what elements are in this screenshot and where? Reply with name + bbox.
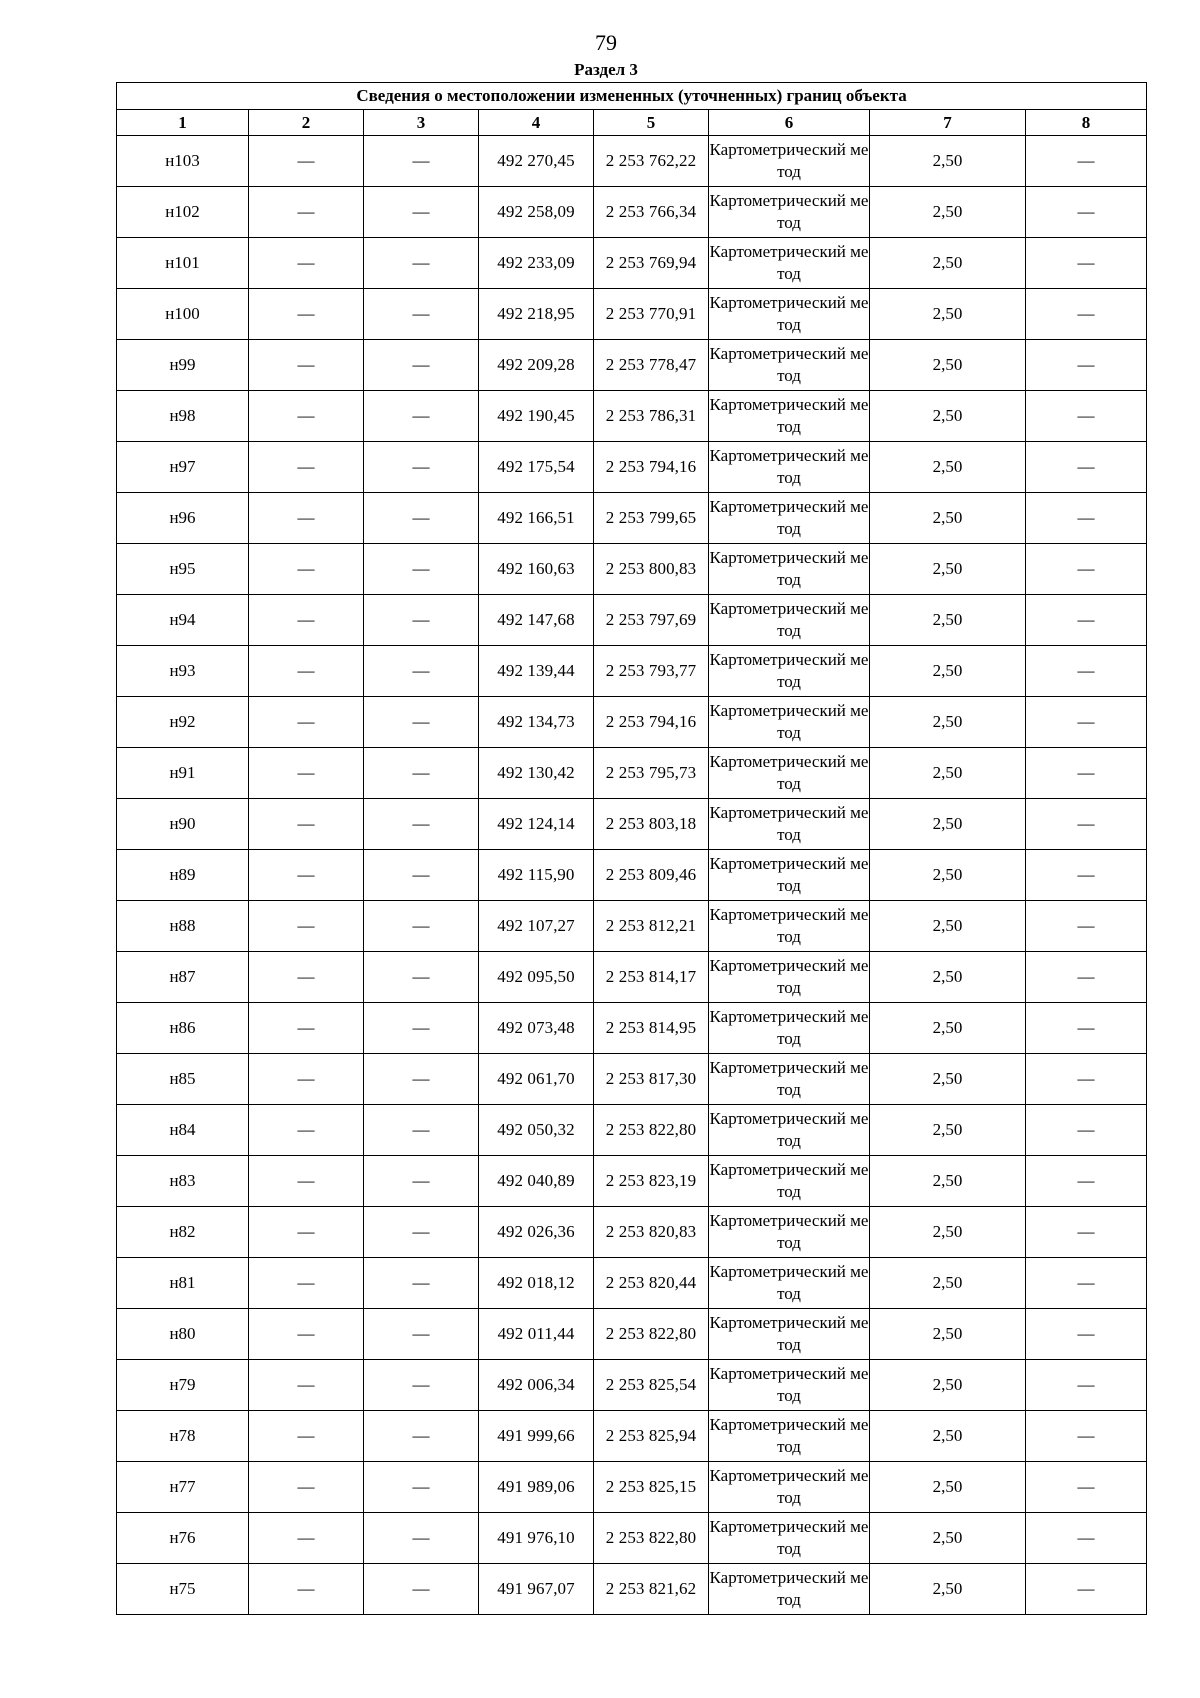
table-row: [117, 1513, 1147, 1564]
empty-dash-cell: —: [364, 1105, 479, 1156]
x-coordinate-cell: 492 040,89: [479, 1156, 594, 1207]
method-cell: Картометрический метод: [709, 646, 870, 697]
method-cell: Картометрический метод: [709, 952, 870, 1003]
point-number-cell: н98: [117, 391, 249, 442]
method-cell: Картометрический метод: [709, 1564, 870, 1615]
empty-dash-cell: —: [364, 952, 479, 1003]
y-coordinate-cell: 2 253 825,94: [594, 1411, 709, 1462]
point-number-cell: н93: [117, 646, 249, 697]
point-number-cell: н91: [117, 748, 249, 799]
empty-dash-cell: —: [364, 1258, 479, 1309]
table-row: [117, 1003, 1147, 1054]
column-number: 2: [249, 110, 364, 136]
method-cell: Картометрический метод: [709, 391, 870, 442]
precision-cell: 2,50: [870, 1411, 1026, 1462]
x-coordinate-cell: 491 976,10: [479, 1513, 594, 1564]
y-coordinate-cell: 2 253 812,21: [594, 901, 709, 952]
empty-dash-cell: —: [249, 493, 364, 544]
point-number-cell: н100: [117, 289, 249, 340]
table-body: [117, 136, 1147, 1615]
empty-dash-cell: —: [364, 748, 479, 799]
point-number-cell: н94: [117, 595, 249, 646]
y-coordinate-cell: 2 253 822,80: [594, 1105, 709, 1156]
method-cell: Картометрический метод: [709, 1462, 870, 1513]
empty-dash-cell: —: [1026, 1462, 1147, 1513]
empty-dash-cell: —: [1026, 1564, 1147, 1615]
y-coordinate-cell: 2 253 769,94: [594, 238, 709, 289]
empty-dash-cell: —: [249, 340, 364, 391]
table-row: [117, 850, 1147, 901]
x-coordinate-cell: 492 026,36: [479, 1207, 594, 1258]
precision-cell: 2,50: [870, 187, 1026, 238]
y-coordinate-cell: 2 253 795,73: [594, 748, 709, 799]
precision-cell: 2,50: [870, 952, 1026, 1003]
column-number-row: [117, 110, 1147, 136]
precision-cell: 2,50: [870, 289, 1026, 340]
point-number-cell: н79: [117, 1360, 249, 1411]
empty-dash-cell: —: [1026, 1054, 1147, 1105]
y-coordinate-cell: 2 253 820,44: [594, 1258, 709, 1309]
table-row: [117, 340, 1147, 391]
table-row: [117, 1411, 1147, 1462]
x-coordinate-cell: 492 011,44: [479, 1309, 594, 1360]
method-cell: Картометрический метод: [709, 136, 870, 187]
point-number-cell: н85: [117, 1054, 249, 1105]
empty-dash-cell: —: [249, 289, 364, 340]
empty-dash-cell: —: [1026, 187, 1147, 238]
table-row: [117, 1156, 1147, 1207]
x-coordinate-cell: 492 258,09: [479, 187, 594, 238]
empty-dash-cell: —: [364, 136, 479, 187]
method-cell: Картометрический метод: [709, 1360, 870, 1411]
method-cell: Картометрический метод: [709, 595, 870, 646]
precision-cell: 2,50: [870, 799, 1026, 850]
empty-dash-cell: —: [249, 187, 364, 238]
column-number: 7: [870, 110, 1026, 136]
x-coordinate-cell: 492 218,95: [479, 289, 594, 340]
empty-dash-cell: —: [364, 289, 479, 340]
method-cell: Картометрический метод: [709, 1513, 870, 1564]
empty-dash-cell: —: [249, 646, 364, 697]
column-number: 1: [117, 110, 249, 136]
x-coordinate-cell: 492 175,54: [479, 442, 594, 493]
point-number-cell: н87: [117, 952, 249, 1003]
table-row: [117, 748, 1147, 799]
page-number: 79: [595, 30, 617, 55]
table-row: [117, 799, 1147, 850]
empty-dash-cell: —: [364, 340, 479, 391]
y-coordinate-cell: 2 253 794,16: [594, 442, 709, 493]
empty-dash-cell: —: [249, 799, 364, 850]
x-coordinate-cell: 491 989,06: [479, 1462, 594, 1513]
table-row: [117, 544, 1147, 595]
precision-cell: 2,50: [870, 1054, 1026, 1105]
precision-cell: 2,50: [870, 340, 1026, 391]
coordinates-table: [116, 82, 1147, 1615]
empty-dash-cell: —: [1026, 1207, 1147, 1258]
precision-cell: 2,50: [870, 1156, 1026, 1207]
empty-dash-cell: —: [249, 1513, 364, 1564]
table-row: [117, 493, 1147, 544]
empty-dash-cell: —: [364, 1411, 479, 1462]
empty-dash-cell: —: [1026, 595, 1147, 646]
y-coordinate-cell: 2 253 823,19: [594, 1156, 709, 1207]
precision-cell: 2,50: [870, 901, 1026, 952]
method-cell: Картометрический метод: [709, 1105, 870, 1156]
empty-dash-cell: —: [1026, 340, 1147, 391]
y-coordinate-cell: 2 253 766,34: [594, 187, 709, 238]
method-cell: Картометрический метод: [709, 1309, 870, 1360]
point-number-cell: н101: [117, 238, 249, 289]
point-number-cell: н99: [117, 340, 249, 391]
empty-dash-cell: —: [364, 442, 479, 493]
empty-dash-cell: —: [249, 391, 364, 442]
empty-dash-cell: —: [249, 238, 364, 289]
point-number-cell: н82: [117, 1207, 249, 1258]
x-coordinate-cell: 492 160,63: [479, 544, 594, 595]
y-coordinate-cell: 2 253 778,47: [594, 340, 709, 391]
empty-dash-cell: —: [1026, 1156, 1147, 1207]
point-number-cell: н89: [117, 850, 249, 901]
method-cell: Картометрический метод: [709, 850, 870, 901]
empty-dash-cell: —: [249, 1258, 364, 1309]
precision-cell: 2,50: [870, 136, 1026, 187]
empty-dash-cell: —: [364, 799, 479, 850]
point-number-cell: н86: [117, 1003, 249, 1054]
table-row: [117, 595, 1147, 646]
column-number: 8: [1026, 110, 1147, 136]
x-coordinate-cell: 492 209,28: [479, 340, 594, 391]
point-number-cell: н103: [117, 136, 249, 187]
x-coordinate-cell: 492 134,73: [479, 697, 594, 748]
point-number-cell: н88: [117, 901, 249, 952]
table-row: [117, 136, 1147, 187]
empty-dash-cell: —: [1026, 289, 1147, 340]
x-coordinate-cell: 492 095,50: [479, 952, 594, 1003]
y-coordinate-cell: 2 253 803,18: [594, 799, 709, 850]
empty-dash-cell: —: [249, 442, 364, 493]
empty-dash-cell: —: [1026, 442, 1147, 493]
column-number: 6: [709, 110, 870, 136]
point-number-cell: н80: [117, 1309, 249, 1360]
empty-dash-cell: —: [249, 850, 364, 901]
table-row: [117, 1054, 1147, 1105]
method-cell: Картометрический метод: [709, 544, 870, 595]
empty-dash-cell: —: [1026, 1360, 1147, 1411]
x-coordinate-cell: 492 061,70: [479, 1054, 594, 1105]
column-number: 5: [594, 110, 709, 136]
precision-cell: 2,50: [870, 850, 1026, 901]
empty-dash-cell: —: [364, 850, 479, 901]
empty-dash-cell: —: [364, 1207, 479, 1258]
y-coordinate-cell: 2 253 825,54: [594, 1360, 709, 1411]
table-row: [117, 901, 1147, 952]
y-coordinate-cell: 2 253 799,65: [594, 493, 709, 544]
table-caption: Сведения о местоположении измененных (уточненных) границ объекта: [117, 83, 1147, 110]
table-row: [117, 391, 1147, 442]
point-number-cell: н77: [117, 1462, 249, 1513]
empty-dash-cell: —: [1026, 1309, 1147, 1360]
method-cell: Картометрический метод: [709, 442, 870, 493]
table-row: [117, 1105, 1147, 1156]
y-coordinate-cell: 2 253 794,16: [594, 697, 709, 748]
empty-dash-cell: —: [1026, 136, 1147, 187]
table-row: [117, 1207, 1147, 1258]
method-cell: Картометрический метод: [709, 901, 870, 952]
y-coordinate-cell: 2 253 814,17: [594, 952, 709, 1003]
method-cell: Картометрический метод: [709, 1207, 870, 1258]
empty-dash-cell: —: [1026, 544, 1147, 595]
table-row: [117, 697, 1147, 748]
empty-dash-cell: —: [1026, 391, 1147, 442]
empty-dash-cell: —: [249, 1309, 364, 1360]
empty-dash-cell: —: [249, 901, 364, 952]
table-row: [117, 1564, 1147, 1615]
empty-dash-cell: —: [1026, 1003, 1147, 1054]
precision-cell: 2,50: [870, 1003, 1026, 1054]
method-cell: Картометрический метод: [709, 340, 870, 391]
table-row: [117, 187, 1147, 238]
empty-dash-cell: —: [249, 1003, 364, 1054]
precision-cell: 2,50: [870, 442, 1026, 493]
x-coordinate-cell: 492 124,14: [479, 799, 594, 850]
precision-cell: 2,50: [870, 544, 1026, 595]
empty-dash-cell: —: [364, 697, 479, 748]
y-coordinate-cell: 2 253 825,15: [594, 1462, 709, 1513]
precision-cell: 2,50: [870, 1207, 1026, 1258]
empty-dash-cell: —: [249, 1462, 364, 1513]
empty-dash-cell: —: [249, 1054, 364, 1105]
empty-dash-cell: —: [364, 544, 479, 595]
x-coordinate-cell: 492 147,68: [479, 595, 594, 646]
empty-dash-cell: —: [364, 493, 479, 544]
x-coordinate-cell: 491 967,07: [479, 1564, 594, 1615]
empty-dash-cell: —: [364, 1462, 479, 1513]
empty-dash-cell: —: [364, 1360, 479, 1411]
method-cell: Картометрический метод: [709, 799, 870, 850]
x-coordinate-cell: 492 270,45: [479, 136, 594, 187]
empty-dash-cell: —: [249, 595, 364, 646]
empty-dash-cell: —: [249, 697, 364, 748]
empty-dash-cell: —: [249, 1105, 364, 1156]
empty-dash-cell: —: [364, 1513, 479, 1564]
precision-cell: 2,50: [870, 646, 1026, 697]
method-cell: Картометрический метод: [709, 1411, 870, 1462]
x-coordinate-cell: 492 115,90: [479, 850, 594, 901]
empty-dash-cell: —: [249, 1207, 364, 1258]
empty-dash-cell: —: [364, 1564, 479, 1615]
empty-dash-cell: —: [364, 646, 479, 697]
point-number-cell: н95: [117, 544, 249, 595]
point-number-cell: н92: [117, 697, 249, 748]
precision-cell: 2,50: [870, 1105, 1026, 1156]
empty-dash-cell: —: [364, 391, 479, 442]
empty-dash-cell: —: [364, 901, 479, 952]
x-coordinate-cell: 492 130,42: [479, 748, 594, 799]
point-number-cell: н78: [117, 1411, 249, 1462]
method-cell: Картометрический метод: [709, 1054, 870, 1105]
point-number-cell: н81: [117, 1258, 249, 1309]
precision-cell: 2,50: [870, 238, 1026, 289]
empty-dash-cell: —: [1026, 748, 1147, 799]
x-coordinate-cell: 492 050,32: [479, 1105, 594, 1156]
section-title: Раздел 3: [574, 60, 638, 79]
precision-cell: 2,50: [870, 1564, 1026, 1615]
table-row: [117, 289, 1147, 340]
empty-dash-cell: —: [364, 238, 479, 289]
empty-dash-cell: —: [249, 1360, 364, 1411]
y-coordinate-cell: 2 253 800,83: [594, 544, 709, 595]
empty-dash-cell: —: [1026, 646, 1147, 697]
table-row: [117, 1258, 1147, 1309]
precision-cell: 2,50: [870, 748, 1026, 799]
point-number-cell: н90: [117, 799, 249, 850]
empty-dash-cell: —: [1026, 697, 1147, 748]
empty-dash-cell: —: [249, 1156, 364, 1207]
method-cell: Картометрический метод: [709, 1003, 870, 1054]
point-number-cell: н75: [117, 1564, 249, 1615]
empty-dash-cell: —: [1026, 493, 1147, 544]
empty-dash-cell: —: [364, 1054, 479, 1105]
table-row: [117, 952, 1147, 1003]
y-coordinate-cell: 2 253 786,31: [594, 391, 709, 442]
precision-cell: 2,50: [870, 391, 1026, 442]
empty-dash-cell: —: [364, 1156, 479, 1207]
empty-dash-cell: —: [249, 748, 364, 799]
empty-dash-cell: —: [1026, 850, 1147, 901]
empty-dash-cell: —: [1026, 238, 1147, 289]
x-coordinate-cell: 492 139,44: [479, 646, 594, 697]
y-coordinate-cell: 2 253 762,22: [594, 136, 709, 187]
empty-dash-cell: —: [1026, 799, 1147, 850]
x-coordinate-cell: 492 166,51: [479, 493, 594, 544]
y-coordinate-cell: 2 253 821,62: [594, 1564, 709, 1615]
method-cell: Картометрический метод: [709, 493, 870, 544]
precision-cell: 2,50: [870, 493, 1026, 544]
table-row: [117, 238, 1147, 289]
column-number: 3: [364, 110, 479, 136]
y-coordinate-cell: 2 253 770,91: [594, 289, 709, 340]
x-coordinate-cell: 492 233,09: [479, 238, 594, 289]
precision-cell: 2,50: [870, 1360, 1026, 1411]
empty-dash-cell: —: [249, 136, 364, 187]
column-number: 4: [479, 110, 594, 136]
method-cell: Картометрический метод: [709, 1156, 870, 1207]
method-cell: Картометрический метод: [709, 238, 870, 289]
point-number-cell: н83: [117, 1156, 249, 1207]
x-coordinate-cell: 492 190,45: [479, 391, 594, 442]
empty-dash-cell: —: [1026, 1513, 1147, 1564]
y-coordinate-cell: 2 253 793,77: [594, 646, 709, 697]
x-coordinate-cell: 491 999,66: [479, 1411, 594, 1462]
y-coordinate-cell: 2 253 822,80: [594, 1309, 709, 1360]
table-row: [117, 442, 1147, 493]
point-number-cell: н76: [117, 1513, 249, 1564]
method-cell: Картометрический метод: [709, 187, 870, 238]
point-number-cell: н97: [117, 442, 249, 493]
y-coordinate-cell: 2 253 814,95: [594, 1003, 709, 1054]
precision-cell: 2,50: [870, 697, 1026, 748]
precision-cell: 2,50: [870, 1309, 1026, 1360]
empty-dash-cell: —: [364, 595, 479, 646]
empty-dash-cell: —: [249, 1411, 364, 1462]
y-coordinate-cell: 2 253 820,83: [594, 1207, 709, 1258]
y-coordinate-cell: 2 253 817,30: [594, 1054, 709, 1105]
method-cell: Картометрический метод: [709, 289, 870, 340]
point-number-cell: н102: [117, 187, 249, 238]
method-cell: Картометрический метод: [709, 697, 870, 748]
empty-dash-cell: —: [1026, 1411, 1147, 1462]
empty-dash-cell: —: [364, 187, 479, 238]
table-row: [117, 1360, 1147, 1411]
empty-dash-cell: —: [364, 1309, 479, 1360]
precision-cell: 2,50: [870, 595, 1026, 646]
y-coordinate-cell: 2 253 797,69: [594, 595, 709, 646]
y-coordinate-cell: 2 253 809,46: [594, 850, 709, 901]
point-number-cell: н84: [117, 1105, 249, 1156]
precision-cell: 2,50: [870, 1258, 1026, 1309]
empty-dash-cell: —: [249, 952, 364, 1003]
y-coordinate-cell: 2 253 822,80: [594, 1513, 709, 1564]
x-coordinate-cell: 492 073,48: [479, 1003, 594, 1054]
precision-cell: 2,50: [870, 1513, 1026, 1564]
x-coordinate-cell: 492 018,12: [479, 1258, 594, 1309]
x-coordinate-cell: 492 107,27: [479, 901, 594, 952]
empty-dash-cell: —: [1026, 901, 1147, 952]
empty-dash-cell: —: [1026, 952, 1147, 1003]
table-row: [117, 1462, 1147, 1513]
empty-dash-cell: —: [249, 544, 364, 595]
precision-cell: 2,50: [870, 1462, 1026, 1513]
empty-dash-cell: —: [364, 1003, 479, 1054]
empty-dash-cell: —: [1026, 1258, 1147, 1309]
method-cell: Картометрический метод: [709, 748, 870, 799]
empty-dash-cell: —: [249, 1564, 364, 1615]
point-number-cell: н96: [117, 493, 249, 544]
empty-dash-cell: —: [1026, 1105, 1147, 1156]
table-row: [117, 1309, 1147, 1360]
x-coordinate-cell: 492 006,34: [479, 1360, 594, 1411]
method-cell: Картометрический метод: [709, 1258, 870, 1309]
table-row: [117, 646, 1147, 697]
